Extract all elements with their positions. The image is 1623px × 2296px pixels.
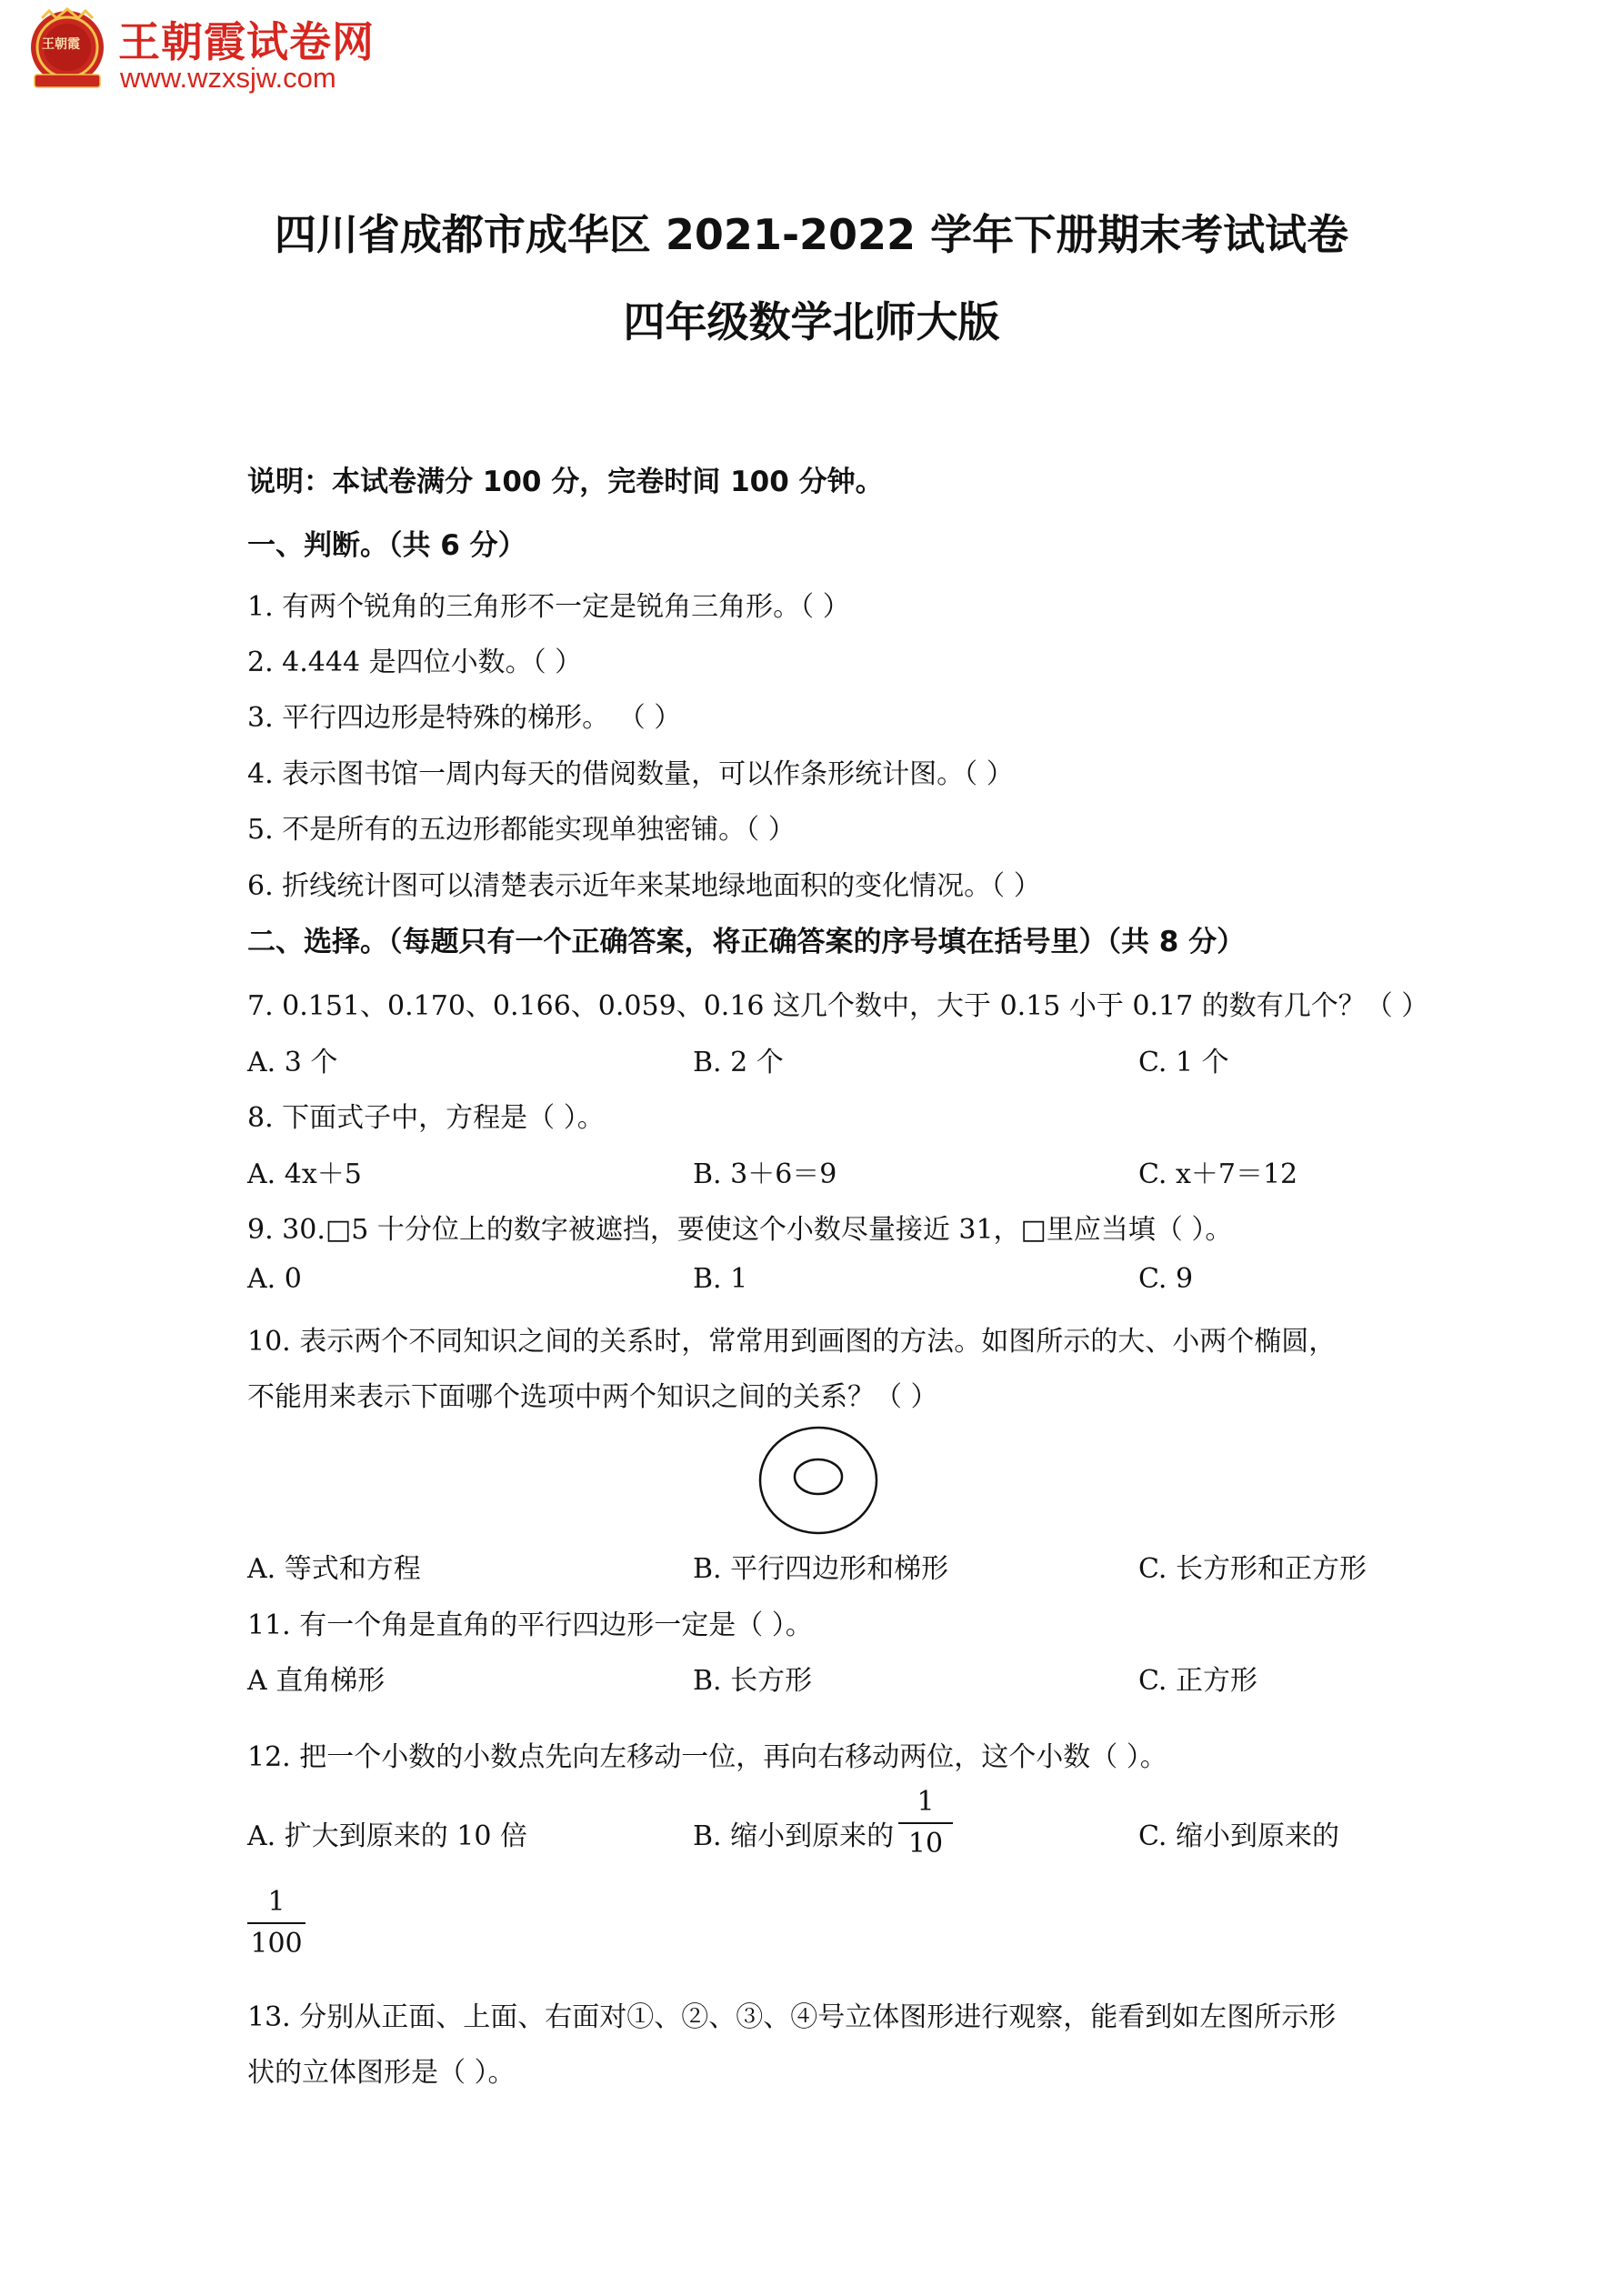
question-10-line2: 不能用来表示下面哪个选项中两个知识之间的关系？（ ） — [247, 1381, 938, 1413]
exam-subtitle: 四年级数学北师大版 — [623, 297, 1000, 346]
brand-name: 王朝霞试卷网 — [118, 17, 375, 66]
exam-note: 说明：本试卷满分 100 分，完卷时间 100 分钟。 — [247, 466, 884, 498]
fraction-denominator: 100 — [250, 1928, 303, 1960]
question-13-line1: 13. 分别从正面、上面、右面对①、②、③、④号立体图形进行观察，能看到如左图所示形 — [247, 2001, 1337, 2033]
question-6: 6. 折线统计图可以清楚表示近年来某地绿地面积的变化情况。（ ） — [247, 870, 1041, 902]
question-8: 8. 下面式子中，方程是（ ）。 — [247, 1102, 605, 1134]
nested-ellipses-figure — [755, 1422, 882, 1539]
fraction-numerator: 1 — [267, 1886, 286, 1918]
q10-option-b: B. 平行四边形和梯形 — [693, 1553, 949, 1585]
question-1: 1. 有两个锐角的三角形不一定是锐角三角形。（ ） — [247, 591, 850, 623]
q7-option-a: A. 3 个 — [247, 1047, 338, 1078]
fraction-denominator: 10 — [907, 1828, 944, 1860]
q10-option-a: A. 等式和方程 — [247, 1553, 421, 1585]
q12-option-c: C. 缩小到原来的 — [1138, 1820, 1339, 1852]
q7-option-b: B. 2 个 — [693, 1047, 784, 1078]
q9-option-b: B. 1 — [693, 1263, 748, 1295]
q10-option-c: C. 长方形和正方形 — [1138, 1553, 1367, 1585]
exam-title: 四川省成都市成华区 2021-2022 学年下册期末考试试卷 — [274, 210, 1349, 259]
q8-option-a: A. 4x＋5 — [247, 1158, 362, 1190]
section-heading-judgement: 一、判断。（共 6 分） — [247, 529, 526, 562]
question-11: 11. 有一个角是直角的平行四边形一定是（ ）。 — [247, 1609, 813, 1641]
brand-url[interactable]: www.wzxsjw.com — [120, 62, 336, 94]
q9-option-a: A. 0 — [247, 1263, 302, 1295]
q9-option-c: C. 9 — [1138, 1263, 1194, 1295]
question-2: 2. 4.444 是四位小数。（ ） — [247, 647, 583, 678]
question-7: 7. 0.151、0.170、0.166、0.059、0.16 这几个数中，大于 0.15 小于 0.17 的数有几个？（ ） — [247, 990, 1429, 1022]
logo-seal-text: 王朝霞 — [42, 37, 80, 52]
q11-option-c: C. 正方形 — [1138, 1665, 1257, 1697]
q11-option-b: B. 长方形 — [693, 1665, 813, 1697]
q11-option-a: A 直角梯形 — [247, 1665, 386, 1697]
q12-option-a: A. 扩大到原来的 10 倍 — [247, 1820, 527, 1852]
question-5: 5. 不是所有的五边形都能实现单独密铺。（ ） — [247, 814, 796, 846]
question-3: 3. 平行四边形是特殊的梯形。 （ ） — [247, 702, 682, 734]
question-12: 12. 把一个小数的小数点先向左移动一位，再向右移动两位，这个小数（ ）。 — [247, 1741, 1167, 1773]
question-13-line2: 状的立体图形是（ ）。 — [247, 2057, 516, 2089]
q12-option-b: B. 缩小到原来的 — [693, 1820, 895, 1852]
question-4: 4. 表示图书馆一周内每天的借阅数量，可以作条形统计图。（ ） — [247, 758, 1014, 790]
q12-option-c-fraction — [247, 1884, 306, 1962]
q12-option-b-fraction — [898, 1784, 953, 1862]
q8-option-b: B. 3＋6＝9 — [693, 1158, 837, 1190]
section-heading-choice: 二、选择。（每题只有一个正确答案，将正确答案的序号填在括号里）（共 8 分） — [247, 926, 1246, 958]
question-10-line1: 10. 表示两个不同知识之间的关系时，常常用到画图的方法。如图所示的大、小两个椭圆， — [247, 1326, 1337, 1358]
q8-option-c: C. x＋7＝12 — [1138, 1158, 1298, 1190]
fraction-numerator: 1 — [917, 1786, 935, 1818]
q7-option-c: C. 1 个 — [1138, 1047, 1229, 1078]
question-9: 9. 30.□5 十分位上的数字被遮挡，要使这个小数尽量接近 31，□里应当填（ ）。 — [247, 1214, 1233, 1246]
